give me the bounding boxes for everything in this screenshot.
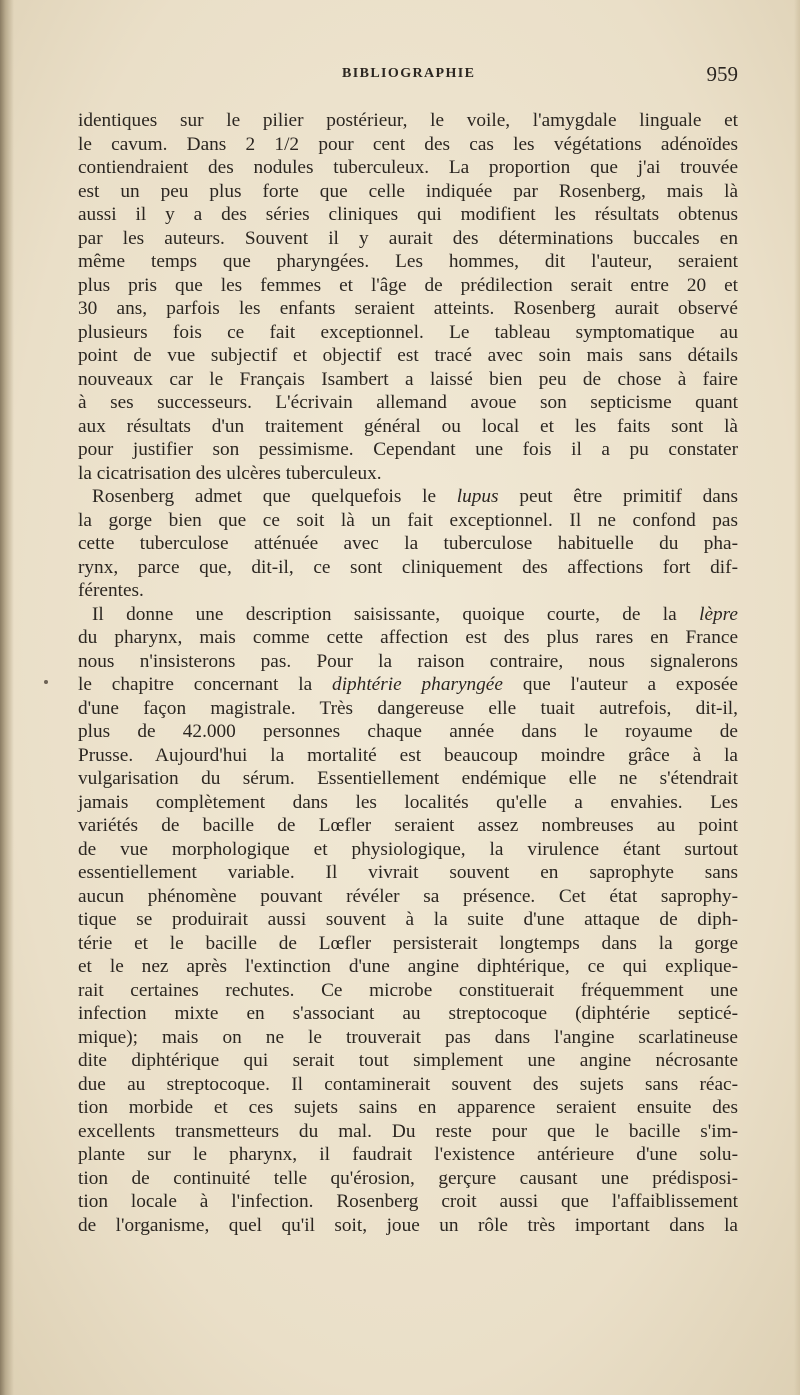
italic-term: lupus xyxy=(456,486,499,507)
text-line: plus de 42.000 personnes chaque année dans le royaume de xyxy=(78,721,738,742)
text-line: est un peu plus forte que celle indiquée par Rosenberg, mais là xyxy=(78,180,738,202)
text-line: dite diphtérique qui serait tout simplement une angine nécrosante xyxy=(78,1050,738,1071)
text-line: même temps que pharyngées. Les hommes, dit l'auteur, seraient xyxy=(78,251,738,272)
text-line: due au streptocoque. Il contaminerait souvent des sujets sans réac- xyxy=(78,1073,738,1095)
text-line: Prusse. Aujourd'hui la mortalité est beaucoup moindre grâce à la xyxy=(78,744,738,766)
text-line: contiendraient des nodules tuberculeux. La proportion que j'ai trouvée xyxy=(78,157,738,178)
text-line: plus pris que les femmes et l'âge de prédilection serait entre 20 et xyxy=(78,274,738,296)
text-segment: peut être primitif dans xyxy=(498,486,738,507)
text-segment: Il donne une description saisissante, quoique courte, de la xyxy=(92,603,700,625)
text-line: aucun phénomène pouvant révéler sa présence. Cet état saprophy- xyxy=(78,885,738,907)
binding-shadow xyxy=(0,0,14,1395)
text-line: identiques sur le pilier postérieur, le voile, l'amygdale linguale et xyxy=(78,110,738,131)
text-line: cette tuberculose atténuée avec la tuberculose habituelle du pha- xyxy=(78,533,738,554)
text-line: nous n'insisterons pas. Pour la raison contraire, nous signalerons xyxy=(78,650,738,672)
text-line xyxy=(78,673,738,697)
text-line: tique se produirait aussi souvent à la suite d'une attaque de diph- xyxy=(78,909,738,930)
text-line: par les auteurs. Souvent il y aurait des déterminations buccales en xyxy=(78,227,738,249)
text-line xyxy=(78,603,738,627)
text-line: variétés de bacille de Lœfler seraient assez nombreuses au point xyxy=(78,815,738,836)
text-line: rynx, parce que, dit-il, ce sont cliniquement des affections fort dif- xyxy=(78,556,738,578)
text-line: aux résultats d'un traitement général ou local et les faits sont là xyxy=(78,415,738,437)
text-line: à ses successeurs. L'écrivain allemand avoue son septicisme quant xyxy=(78,392,738,413)
running-title: BIBLIOGRAPHIE xyxy=(342,66,476,81)
text-line: pour justifier son pessimisme. Cependant une fois il a pu constater xyxy=(78,439,738,460)
text-line: de l'organisme, quel qu'il soit, joue un rôle très important dans la xyxy=(78,1214,738,1236)
text-line: nouveaux car le Français Isambert a laissé bien peu de chose à faire xyxy=(78,368,738,390)
text-line: excellents transmetteurs du mal. Du reste pour que le bacille s'im- xyxy=(78,1120,738,1142)
text-line: la gorge bien que ce soit là un fait exceptionnel. Il ne confond pas xyxy=(78,509,738,531)
text-line: tion de continuité telle qu'érosion, gerçure causant une prédisposi- xyxy=(78,1167,738,1189)
text-line: térie et le bacille de Lœfler persisterait longtemps dans la gorge xyxy=(78,932,738,954)
text-line: d'une façon magistrale. Très dangereuse elle tuait autrefois, dit-il, xyxy=(78,697,738,719)
text-line: infection mixte en s'associant au streptocoque (diphtérie septicé- xyxy=(78,1003,738,1024)
text-line: jamais complètement dans les localités qu'elle a envahies. Les xyxy=(78,791,738,813)
margin-dot xyxy=(44,680,48,684)
text-line: mique); mais on ne le trouverait pas dans l'angine scarlatineuse xyxy=(78,1026,738,1048)
text-line: du pharynx, mais comme cette affection est des plus rares en France xyxy=(78,627,738,648)
text-line: plante sur le pharynx, il faudrait l'existence antérieure d'une solu- xyxy=(78,1144,738,1165)
italic-term: diphtérie pharyngée xyxy=(332,674,503,695)
text-line: aussi il y a des séries cliniques qui modifient les résultats obtenus xyxy=(78,204,738,225)
text-line: férentes. xyxy=(78,580,144,601)
italic-term: lèpre xyxy=(699,603,738,625)
text-line: tion morbide et ces sujets sains en apparence seraient ensuite des xyxy=(78,1097,738,1118)
text-segment: le chapitre concernant la xyxy=(78,674,333,695)
text-segment: que l'auteur a exposée xyxy=(502,674,738,695)
text-line: essentiellement variable. Il vivrait souvent en saprophyte sans xyxy=(78,862,738,883)
text-segment: Rosenberg admet que quelquefois le xyxy=(92,486,457,507)
text-line: de vue morphologique et physiologique, la virulence étant surtout xyxy=(78,838,738,860)
text-line xyxy=(78,485,738,509)
text-line: le cavum. Dans 2 1/2 pour cent des cas les végétations adénoïdes xyxy=(78,133,738,155)
text-line: vulgarisation du sérum. Essentiellement endémique elle ne s'étendrait xyxy=(78,768,738,789)
body-text xyxy=(78,109,738,1237)
text-line: point de vue subjectif et objectif est tracé avec soin mais sans détails xyxy=(78,345,738,366)
page-edge xyxy=(794,0,800,1395)
text-line: rait certaines rechutes. Ce microbe constituerait fréquemment une xyxy=(78,979,738,1001)
text-line: plusieurs fois ce fait exceptionnel. Le tableau symptomatique au xyxy=(78,321,738,343)
text-line: tion locale à l'infection. Rosenberg croit aussi que l'affaiblissement xyxy=(78,1191,738,1212)
page-number: 959 xyxy=(706,62,738,86)
page-header xyxy=(78,62,738,90)
text-line: et le nez après l'extinction d'une angine diphtérique, ce qui explique- xyxy=(78,956,738,977)
text-line: 30 ans, parfois les enfants seraient atteints. Rosenberg aurait observé xyxy=(78,298,738,319)
text-line: la cicatrisation des ulcères tuberculeux. xyxy=(78,462,382,484)
